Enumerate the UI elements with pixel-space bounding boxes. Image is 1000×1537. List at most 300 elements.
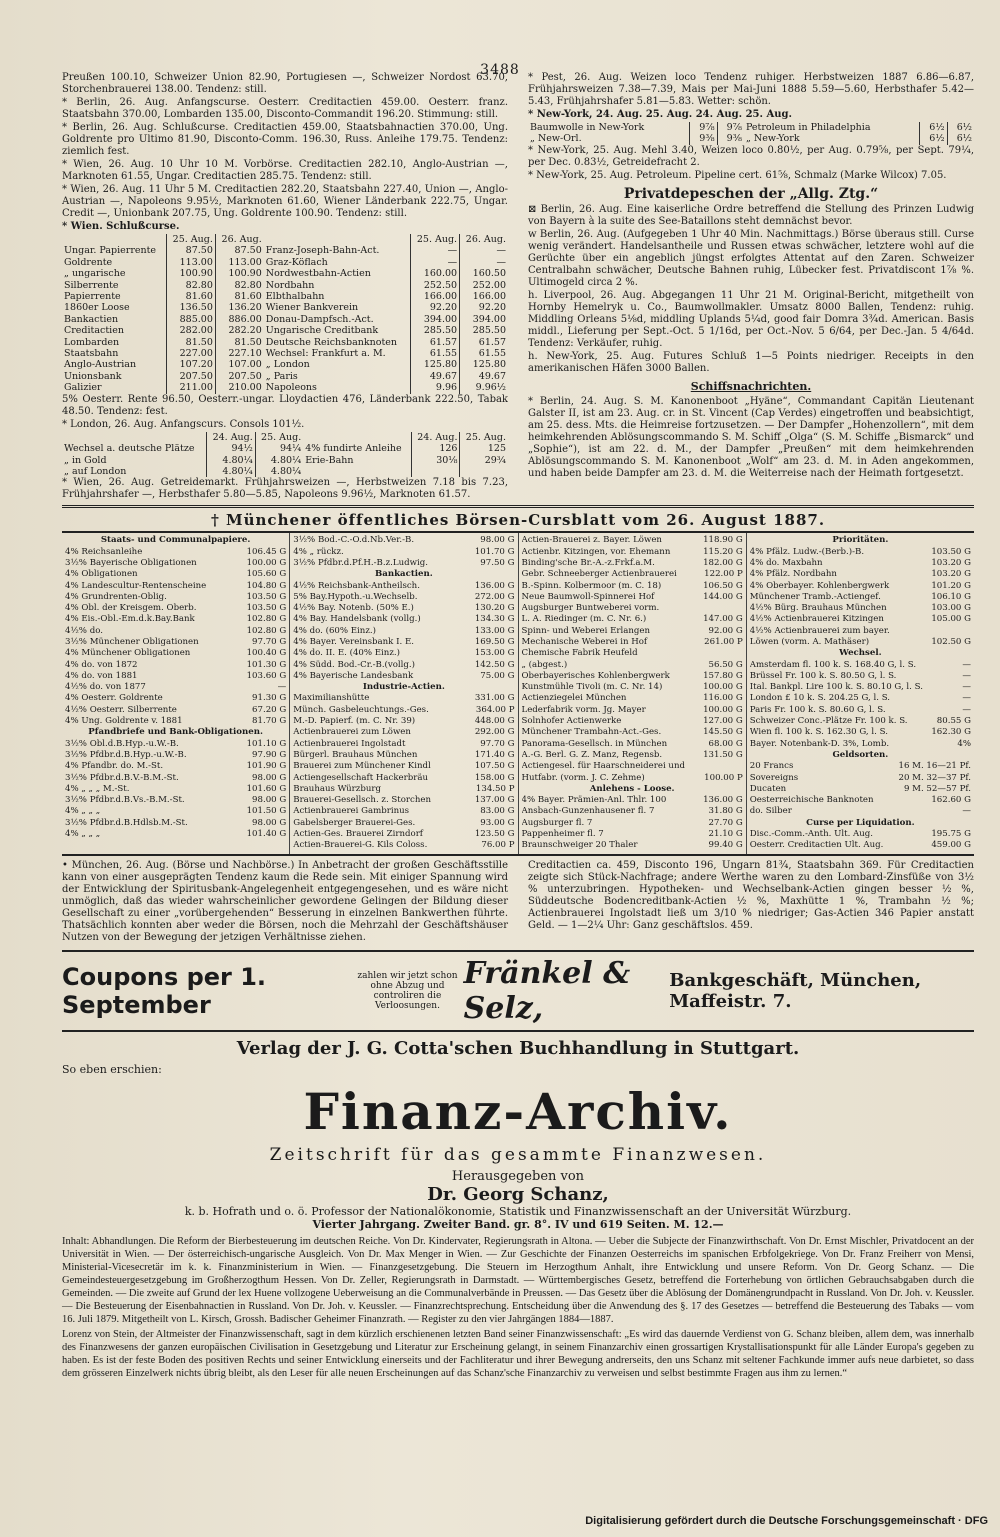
security-name: Paris Fr. 100 k. S. 80.60 G, l. S.: [749, 704, 886, 715]
table-cell: —: [460, 245, 508, 256]
security-quote: 137.00 G: [474, 795, 515, 806]
security-name: 3½% Pfdbr.d.B.V.-B.M.-St.: [65, 772, 179, 783]
security-name: 4% Obligationen: [65, 569, 138, 580]
cursblatt-row: [522, 727, 743, 738]
security-name: Actienbrauerei zum Löwen: [293, 727, 411, 738]
table-row: [62, 359, 508, 370]
table-row: [62, 280, 508, 291]
right-para-3: * New-York, 25. Aug. Mehl 3.40, Weizen loco 0.80½, per Aug. 0.79⅝, per Sept. 79¼, per Dec. 0.83½, Getreidefracht 2.: [528, 144, 974, 168]
security-quote: 102.80 G: [246, 614, 287, 625]
cursblatt-row: [750, 626, 971, 637]
security-name: 4% Oberbayer. Kohlenbergwerk: [749, 580, 890, 591]
table-header-cell: 24. Aug.: [411, 432, 460, 443]
security-name: 4% Ung. Goldrente v. 1881: [65, 716, 183, 727]
cursblatt-section-heading: Bankactien.: [374, 569, 433, 580]
table-header-cell: 25. Aug.: [255, 432, 303, 443]
cursblatt-col-1: [62, 533, 290, 853]
table-cell: 81.50: [166, 337, 215, 348]
table-cell: Elbthalbahn: [265, 291, 325, 303]
security-quote: 101.60 G: [246, 783, 287, 794]
security-quote: 102.50 G: [931, 636, 971, 647]
security-quote: 101.50 G: [246, 806, 287, 817]
security-name: L. A. Riedinger (m. C. Nr. 6.): [521, 614, 647, 625]
cursblatt-section-heading: Pfandbriefe und Bank-Obligationen.: [88, 727, 263, 738]
security-quote: —: [962, 704, 971, 715]
table-cell: Petroleum in Philadelphia: [745, 122, 871, 133]
cursblatt-row: [522, 603, 743, 614]
editor-name: Dr. Georg Schanz,: [427, 1183, 609, 1205]
security-quote: 147.00 G: [703, 614, 743, 625]
security-name: Brauerei-Gesellsch. z. Storchen: [293, 795, 432, 806]
cursblatt-row: [750, 739, 971, 750]
table-cell: 136.50: [166, 302, 215, 313]
security-quote: —: [962, 806, 971, 817]
security-name: 4½% Bay. Notenb. (50% E.): [293, 603, 414, 614]
security-quote: 130.20 G: [474, 603, 515, 614]
cursblatt-row: [65, 626, 286, 637]
security-name: 4% Reichsanleihe: [65, 546, 143, 557]
cursblatt-row: [522, 648, 743, 659]
cursblatt-section-heading: Curse per Liquidation.: [806, 817, 915, 828]
cursblatt-row: [293, 716, 514, 727]
cursblatt-row: [293, 739, 514, 750]
security-name: Mechanische Weberei in Hof: [521, 636, 648, 647]
security-name: Disc.-Comm.-Anth. Ult. Aug.: [749, 829, 874, 840]
security-name: Löwen (vorm. A. Mathäser): [749, 636, 870, 647]
table-cell: Deutsche Reichsbanknoten: [265, 336, 398, 348]
cursblatt-row: [293, 829, 514, 840]
security-name: 4% Obl. der Kreisgem. Oberb.: [65, 603, 197, 614]
table-row: [62, 325, 508, 336]
cursblatt-row: [750, 829, 971, 840]
cursblatt-row: [750, 840, 971, 851]
newyork-cotton-table: [528, 122, 974, 145]
table-cell: 81.60: [166, 291, 215, 302]
muenchen-report-right: Creditactien ca. 459, Disconto 196, Ungarn 81¾, Staatsbahn 369. Für Creditactien zeigte sich Stück-Nachfrage; andere Werthe waren zu den Lombard-Zinsfüße von 3½ % unterzubringen. Hypotheken- und Wechselbank-Actien gingen besser ½ %, Süddeutsche Bodencreditbank-Actien ½ %, Maxhütte 1 %, Trambahn ½ %; Actienbrauerei Ingolstadt ließ um 3/10 % niedriger; Gas-Actien 346 Papier anstatt Geld. — 1—2¼ Uhr: Ganz geschäftslos. 459.: [528, 859, 974, 931]
table-cell: Baumwolle in New-York: [530, 122, 645, 133]
journal-contents: [62, 1235, 974, 1380]
security-quote: 142.50 G: [474, 659, 515, 670]
table-cell: Ungar. Papierrente: [64, 245, 157, 257]
table-cell: „ in Gold: [64, 454, 107, 466]
table-cell: 49.67: [460, 371, 508, 382]
table-cell: 29¾: [460, 455, 508, 466]
security-name: 4½% Oesterr. Silberrente: [65, 704, 177, 715]
cursblatt-row: [750, 682, 971, 693]
security-name: 4% „ rückz.: [293, 546, 344, 557]
security-name: Ducaten: [749, 783, 787, 794]
table-cell: 9⅞: [717, 122, 744, 133]
table-header-cell: 24. Aug.: [207, 432, 256, 443]
cursblatt-row: [750, 614, 971, 625]
table-cell: 61.57: [460, 337, 508, 348]
security-name: Actien-Brauerei z. Bayer. Löwen: [521, 535, 662, 546]
security-name: Ital. Bankpl. Lire 100 k. S. 80.10 G, l. S.: [749, 682, 923, 693]
review-quote: Lorenz von Stein, der Altmeister der Finanzwissenschaft, sagt in dem kürzlich erschienenen letzten Band seiner Finanzwissenschaft: „Es wird das dauernde Verdienst von G. Schanz bleiben, allem dem, was innerhalb des Finanzwesens der ganzen europäischen Civilisation in Gesetzgebung und Literatur zur Erscheinung gelangt, in seinem Finanzarchiv einen grossartigen Krystallisationspunkt für alle Länder Europa's gegeben zu haben. Es ist der feste Boden des positiven Rechts und seiner Entwicklung einerseits und der Fachliteratur und ihrer Bewegung andrerseits, den uns Schanz mit seltener Fachkunde immer aufs neue darbietet, so dass dem grösseren Einzelwerk nichts übrig bleibt, als den Leser für alle neuen Erscheinungen auf das Schanz'sche Finanzarchiv zu verweisen und selbst bestimmte Fragen aus ihm zu lernen.“: [62, 1328, 974, 1379]
security-name: Brüssel Fr. 100 k. S. 80.50 G, l. S.: [749, 670, 897, 681]
security-name: 4½% Actienbrauerei zum bayer.: [749, 625, 890, 636]
security-quote: 101.30 G: [246, 659, 287, 670]
security-name: Actien-Ges. Brauerei Zirndorf: [293, 829, 423, 840]
security-quote: 31.80 G: [708, 806, 743, 817]
security-name: Oberbayerisches Kohlenbergwerk: [521, 670, 670, 681]
cursblatt-row: [750, 581, 971, 592]
table-cell: 81.60: [215, 291, 263, 302]
security-quote: 131.50 G: [703, 749, 743, 760]
right-para-2: * New-York, 24. Aug. 25. Aug. 24. Aug. 25. Aug.: [528, 109, 792, 120]
cursblatt-row: [293, 603, 514, 614]
cursblatt-col-2: [290, 533, 518, 853]
firm-name: Fränkel & Selz,: [463, 955, 631, 1026]
cursblatt-row: [750, 569, 971, 580]
security-quote: 21.10 G: [708, 829, 743, 840]
cursblatt-row: [750, 806, 971, 817]
table-cell: Papierrente: [64, 291, 121, 303]
cursblatt-row: [293, 535, 514, 546]
table-header-cell: 26. Aug.: [215, 234, 263, 245]
table-cell: Nordbahn: [265, 279, 315, 291]
cursblatt-row: [65, 637, 286, 648]
cursblatt-row: [65, 784, 286, 795]
table-cell: 9⅜: [690, 133, 718, 144]
cursblatt-row: [293, 660, 514, 671]
security-quote: 100.00 G: [703, 682, 743, 693]
security-quote: 107.50 G: [474, 761, 515, 772]
table-cell: 282.20: [215, 325, 263, 336]
table-cell: Wechsel a. deutsche Plätze: [64, 443, 195, 455]
right-para-8: h. New-York, 25. Aug. Futures Schluß 1—5 Points niedriger. Receipts in den amerikanischen Häfen 3000 Ballen.: [528, 350, 974, 374]
security-quote: 292.00 G: [474, 727, 515, 738]
security-name: Actien-Brauerei-G. Kils Coloss.: [293, 840, 428, 851]
security-quote: 272.00 G: [474, 591, 515, 602]
security-quote: 68.00 G: [708, 738, 743, 749]
table-cell: 126: [411, 443, 460, 454]
table-cell: Goldrente: [64, 256, 113, 268]
cursblatt-row: [293, 547, 514, 558]
security-quote: 364.00 P: [475, 704, 515, 715]
cursblatt-section-heading: Industrie-Actien.: [362, 682, 445, 693]
security-quote: 127.00 G: [703, 716, 743, 727]
table-header-cell: [303, 432, 411, 443]
security-quote: 106.50 G: [703, 580, 743, 591]
cursblatt-row: [750, 773, 971, 784]
cursblatt-row: [65, 648, 286, 659]
cursblatt-row: [293, 614, 514, 625]
security-name: 4% Münchener Obligationen: [65, 648, 191, 659]
cursblatt-row: [522, 592, 743, 603]
coupons-note: zahlen wir jetzt schon ohne Abzug und controliren die Verloosungen.: [357, 970, 458, 1011]
cursblatt-row: [750, 693, 971, 704]
cursblatt-row: [65, 693, 286, 704]
cursblatt-row: [750, 784, 971, 795]
security-name: Münch. Gasbeleuchtungs.-Ges.: [293, 704, 429, 715]
cursblatt-row: [750, 592, 971, 603]
table-cell: 92.20: [460, 302, 508, 313]
left-para-5: * Wien, 26. Aug. 11 Uhr 5 M. Creditactien 282.20, Staatsbahn 227.40, Union —, Anglo-Austrian —, Napoleons 9.95½, Marknoten 61.60, Wiener Länderbank 222.75, Ungar. Credit —, Unionbank 207.75, Ung. Goldrente 100.90. Tendenz: still.: [62, 184, 508, 219]
so-eben-erschien: So eben erschien:: [62, 1062, 162, 1076]
security-quote: 91.30 G: [252, 693, 287, 704]
table-cell: Napoleons: [265, 382, 317, 394]
firm-address: Bankgeschäft, München, Maffeistr. 7.: [669, 969, 922, 1012]
security-quote: 97.50 G: [480, 557, 515, 568]
security-name: Hutfabr. (vorm. J. C. Zehme): [521, 772, 645, 783]
left-para-8: * Wien, 26. Aug. Getreidemarkt. Frühjahrsweizen —, Herbstweizen 7.18 bis 7.23, Frühjahrshafer —, Herbsthafer 5.80—5.85, Napoleons 9.96½, Marknoten 61.57.: [62, 477, 508, 501]
cursblatt-row: [522, 682, 743, 693]
security-quote: 20 M. 32—37 Pf.: [898, 772, 971, 783]
cursblatt-row: [522, 558, 743, 569]
table-cell: „ New-Orl.: [530, 133, 582, 145]
table-row: [62, 466, 508, 477]
cursblatt-row: [65, 558, 286, 569]
cursblatt-section-heading: Prioritäten.: [832, 535, 889, 546]
table-cell: 4% fundirte Anleihe: [305, 443, 402, 455]
table-header-row: [62, 432, 508, 443]
table-cell: [411, 466, 460, 477]
cursblatt-row: [293, 581, 514, 592]
cursblatt-row: [522, 535, 743, 546]
left-para-7: * London, 26. Aug. Anfangscurs. Consols 101½.: [62, 418, 305, 430]
table-header-cell: 25. Aug.: [166, 234, 215, 245]
page-number: 3488: [480, 62, 520, 78]
right-para-9: * Berlin, 24. Aug. S. M. Kanonenboot „Hyäne“, Commandant Capitän Lieutenant Galster II, ist am 23. Aug. cr. in St. Vincent (Cap Verdes) eingetroffen und beabsichtigt, am 25. dess. Mts. die Heimreise fortzusetzen. — Der Dampfer „Hohenzollern“, mit dem heimkehrenden Ablösungscommando S. M. Schiff „Olga“ (S. M. Schiffe „Bismarck“ und „Sophie“), ist am 22. d. M., der Dampfer „Preußen“ mit dem heimkehrenden Ablösungscommando S. M. Kanonenboot „Wolf“ am 23. d. M. in Aden angekommen, und haben beide Dampfer am 23. d. M. die Weiterreise nach der Heimath fortgesetzt.: [528, 395, 974, 479]
table-cell: 166.00: [411, 291, 460, 302]
cursblatt-section-heading: Geldsorten.: [832, 749, 889, 760]
cursblatt-row: [522, 761, 743, 772]
cursblatt-row: [293, 671, 514, 682]
table-cell: 885.00: [166, 314, 215, 325]
security-name: 4% Pfandbr. do. M.-St.: [65, 761, 164, 772]
security-name: do. Silber: [749, 806, 792, 817]
cursblatt-section-heading: Anlehens - Loose.: [589, 783, 675, 794]
security-name: 5% Bay.Hypoth.-u.Wechselb.: [293, 591, 418, 602]
cursblatt-section-heading: Staats- und Communalpapiere.: [100, 535, 251, 546]
table-cell: 9.96: [411, 382, 460, 393]
table-cell: 210.00: [215, 382, 263, 393]
journal-subtitle: Zeitschrift für das gesammte Finanzwesen.: [269, 1144, 767, 1165]
security-name: Actienziegelei München: [521, 693, 627, 704]
cursblatt-row: [522, 705, 743, 716]
cursblatt-row: [293, 773, 514, 784]
cursblatt-row: [522, 773, 743, 784]
security-quote: 4%: [957, 738, 971, 749]
cursblatt-row: [522, 750, 743, 761]
table-cell: 94¼: [255, 443, 303, 454]
table-cell: Wiener Bankverein: [265, 302, 359, 314]
security-name: B.-Spinn. Kolbermoor (m. C. 18): [521, 580, 662, 591]
security-quote: 162.30 G: [931, 727, 971, 738]
table-cell: 166.00: [460, 291, 508, 302]
table-cell: 4.80¼: [255, 455, 303, 466]
security-quote: 123.50 G: [474, 829, 515, 840]
security-name: Solnhofer Actienwerke: [521, 716, 622, 727]
table-cell: „ ungarische: [64, 268, 126, 280]
table-cell: Bankactien: [64, 313, 119, 325]
security-name: Kunstmühle Tivoli (m. C. Nr. 14): [521, 682, 663, 693]
security-quote: 195.75 G: [931, 829, 971, 840]
security-quote: 133.00 G: [474, 625, 515, 636]
table-cell: 394.00: [411, 314, 460, 325]
table-row: [62, 348, 508, 359]
left-para-2: * Berlin, 26. Aug. Anfangscurse. Oesterr. Creditactien 459.00. Oesterr. franz. Staatsbahn 370.00, Lombarden 135.00, Disconto-Commandit 196.20. Stimmung: still.: [62, 97, 508, 120]
security-name: Ansbach-Gunzenhausener fl. 7: [521, 806, 655, 817]
table-cell: Silberrente: [64, 279, 119, 291]
security-quote: 27.70 G: [708, 817, 743, 828]
cursblatt-row: [65, 818, 286, 829]
security-name: 4½% do.: [65, 625, 103, 636]
cursblatt-row: [293, 795, 514, 806]
table-cell: 4.80¼: [207, 466, 256, 477]
cursblatt-row: [522, 637, 743, 648]
security-name: 4% Bayer. Prämien-Anl. Thlr. 100: [521, 795, 667, 806]
table-cell: Lombarden: [64, 336, 120, 348]
security-quote: [739, 761, 743, 772]
table-header-cell: [264, 234, 411, 245]
security-name: 3½% Pfdbr.d.B.Vs.-B.M.-St.: [65, 795, 185, 806]
security-name: Münchener Trambahn-Act.-Ges.: [521, 727, 662, 738]
security-name: Braunschweiger 20 Thaler: [521, 840, 638, 851]
security-quote: 134.30 G: [474, 614, 515, 625]
security-quote: 157.80 G: [703, 670, 743, 681]
security-quote: 103.60 G: [246, 670, 287, 681]
security-name: 3½% Münchener Obligationen: [65, 636, 199, 647]
security-quote: 98.00 G: [252, 772, 287, 783]
left-para-6: 5% Oesterr. Rente 96.50, Oesterr.-ungar. Lloydactien 476, Länderbank 222.50, Tabak 48.50. Tendenz: fest.: [62, 393, 508, 417]
table-cell: 160.50: [460, 268, 508, 279]
security-name: 4% Bayer. Vereinsbank I. E.: [293, 636, 414, 647]
cursblatt-row: [750, 603, 971, 614]
security-name: Actienbrauerei Ingolstadt: [293, 738, 406, 749]
cursblatt-row: [522, 660, 743, 671]
security-quote: 98.00 G: [252, 817, 287, 828]
security-name: Augsburger fl. 7: [521, 817, 593, 828]
table-cell: 100.90: [215, 268, 263, 279]
boersen-cursblatt: [62, 531, 974, 855]
table-cell: Unionsbank: [64, 370, 122, 382]
table-cell: „ Paris: [265, 370, 298, 382]
security-name: 4% „ „ „ M.-St.: [65, 783, 130, 794]
table-cell: 886.00: [215, 314, 263, 325]
schiffsnachrichten-heading: Schiffsnachrichten.: [690, 379, 812, 393]
publisher-line: Verlag der J. G. Cotta'schen Buchhandlung in Stuttgart.: [236, 1037, 800, 1059]
right-para-4: * New-York, 25. Aug. Petroleum. Pipeline cert. 61⅝, Schmalz (Marke Wilcox) 7.05.: [528, 169, 947, 181]
table-cell: 87.50: [166, 245, 215, 256]
security-quote: 97.70 G: [252, 636, 287, 647]
cursblatt-row: [65, 547, 286, 558]
security-name: Wien fl. 100 k. S. 162.30 G, l. S.: [749, 727, 888, 738]
cursblatt-row: [293, 637, 514, 648]
table-row: [528, 133, 974, 144]
security-name: Bürgerl. Brauhaus München: [293, 749, 418, 760]
table-cell: 227.10: [215, 348, 263, 359]
security-quote: 105.60 G: [246, 569, 287, 580]
right-para-6: w Berlin, 26. Aug. (Aufgegeben 1 Uhr 40 Min. Nachmittags.) Börse überaus still. Curse wenig verändert. Handelsantheile und Russen etwas schwächer, letztere wohl auf die Gerüchte über ein angeblich jüngst erfolgtes Attentat auf den Zaren. Schweizer Centralbahn schwächer, Deutsche Bahnen ruhig, Lübecker fest. Privatdiscont 1⅞ %. Ultimogeld circa 2 %.: [528, 228, 974, 288]
cursblatt-row: [750, 660, 971, 671]
security-quote: 158.00 G: [474, 772, 515, 783]
cursblatt-row: [65, 773, 286, 784]
security-name: Panorama-Gesellsch. in München: [521, 738, 668, 749]
cursblatt-col-4: [747, 533, 974, 853]
table-cell: Anglo-Austrian: [64, 359, 137, 371]
table-cell: 30⅛: [411, 455, 460, 466]
security-name: 4½% Bürg. Brauhaus München: [749, 603, 887, 614]
security-quote: 103.50 G: [246, 591, 287, 602]
security-quote: 93.00 G: [480, 817, 515, 828]
table-cell: 282.00: [166, 325, 215, 336]
digitization-footer: Digitalisierung gefördert durch die Deutsche Forschungsgemeinschaft · DFG: [585, 1515, 988, 1527]
left-column: [62, 72, 508, 502]
journal-title: Finanz-Archiv.: [303, 1081, 733, 1141]
security-quote: —: [277, 682, 287, 693]
security-quote: 56.50 G: [708, 659, 743, 670]
cursblatt-row: [522, 569, 743, 580]
security-quote: —: [962, 659, 971, 670]
security-quote: 144.00 G: [703, 591, 743, 602]
table-row: [62, 314, 508, 325]
security-name: 4½% Reichsbank-Antheilsch.: [293, 580, 420, 591]
muenchen-report: [62, 860, 974, 944]
security-quote: [739, 603, 743, 614]
finanz-archiv-advertisement: [62, 1038, 974, 1231]
security-quote: 80.55 G: [936, 716, 971, 727]
cursblatt-row: [750, 671, 971, 682]
security-quote: 448.00 G: [474, 716, 515, 727]
security-name: 4% Pfälz. Ludw.-(Berb.)-B.: [749, 546, 865, 557]
privatdepeschen-heading: Privatdepeschen der „Allg. Ztg.“: [623, 185, 879, 202]
cursblatt-row: [65, 806, 286, 817]
table-row: [62, 245, 508, 256]
table-cell: „ London: [265, 359, 310, 371]
cursblatt-row: [750, 637, 971, 648]
security-quote: 97.70 G: [480, 738, 515, 749]
table-cell: —: [460, 257, 508, 268]
table-cell: Staatsbahn: [64, 348, 119, 360]
left-para-4: * Wien, 26. Aug. 10 Uhr 10 M. Vorbörse. Creditactien 282.10, Anglo-Austrian —, Marknoten 61.55, Ungar. Creditactien 285.75. Tendenz: still.: [62, 159, 508, 182]
security-quote: 105.00 G: [931, 614, 971, 625]
security-quote: 145.50 G: [703, 727, 743, 738]
security-name: 4% do. II. E. (40% Einz.): [293, 648, 400, 659]
table-cell: „ New-York: [745, 133, 800, 145]
security-quote: 261.00 P: [704, 636, 743, 647]
security-name: Chemische Fabrik Heufeld: [521, 648, 638, 659]
security-name: 3½% Pfdbr.d.B.Hyp.-u.W.-B.: [65, 749, 187, 760]
table-cell: 113.00: [166, 257, 215, 268]
cursblatt-row: [293, 648, 514, 659]
table-cell: Creditactien: [64, 325, 124, 337]
cursblatt-row: [65, 614, 286, 625]
cursblatt-section-heading: Wechsel.: [839, 648, 882, 659]
security-name: 4½% Actienbrauerei Kitzingen: [749, 614, 884, 625]
cursblatt-row: [293, 818, 514, 829]
security-quote: 103.20 G: [931, 569, 971, 580]
table-row: [62, 302, 508, 313]
security-quote: 106.10 G: [931, 591, 971, 602]
security-quote: 134.50 P: [475, 783, 515, 794]
security-name: Gebr. Schneeberger Actienbrauerei: [521, 569, 677, 580]
cursblatt-row: [522, 818, 743, 829]
table-cell: 9⅞: [690, 122, 718, 133]
table-row: [62, 257, 508, 268]
security-quote: 136.00 G: [703, 795, 743, 806]
table-cell: —: [411, 257, 460, 268]
right-para-1: * Pest, 26. Aug. Weizen loco Tendenz ruhiger. Herbstweizen 1887 6.86—6.87, Frühjahrsweizen 7.38—7.39, Mais per Mai-Juni 1888 5.59—5.60, Herbsthafer 5.42—5.43, Frühjahrshafer 5.81—5.83. Wetter: schön.: [528, 72, 974, 107]
editor-label: Herausgegeben von: [451, 1168, 585, 1184]
security-quote: 122.00 P: [704, 569, 743, 580]
security-quote: 101.70 G: [474, 546, 515, 557]
security-name: 4% Bayerische Landesbank: [293, 670, 414, 681]
cursblatt-row: [750, 761, 971, 772]
security-quote: 76.00 P: [481, 840, 515, 851]
security-quote: 169.50 G: [474, 636, 515, 647]
